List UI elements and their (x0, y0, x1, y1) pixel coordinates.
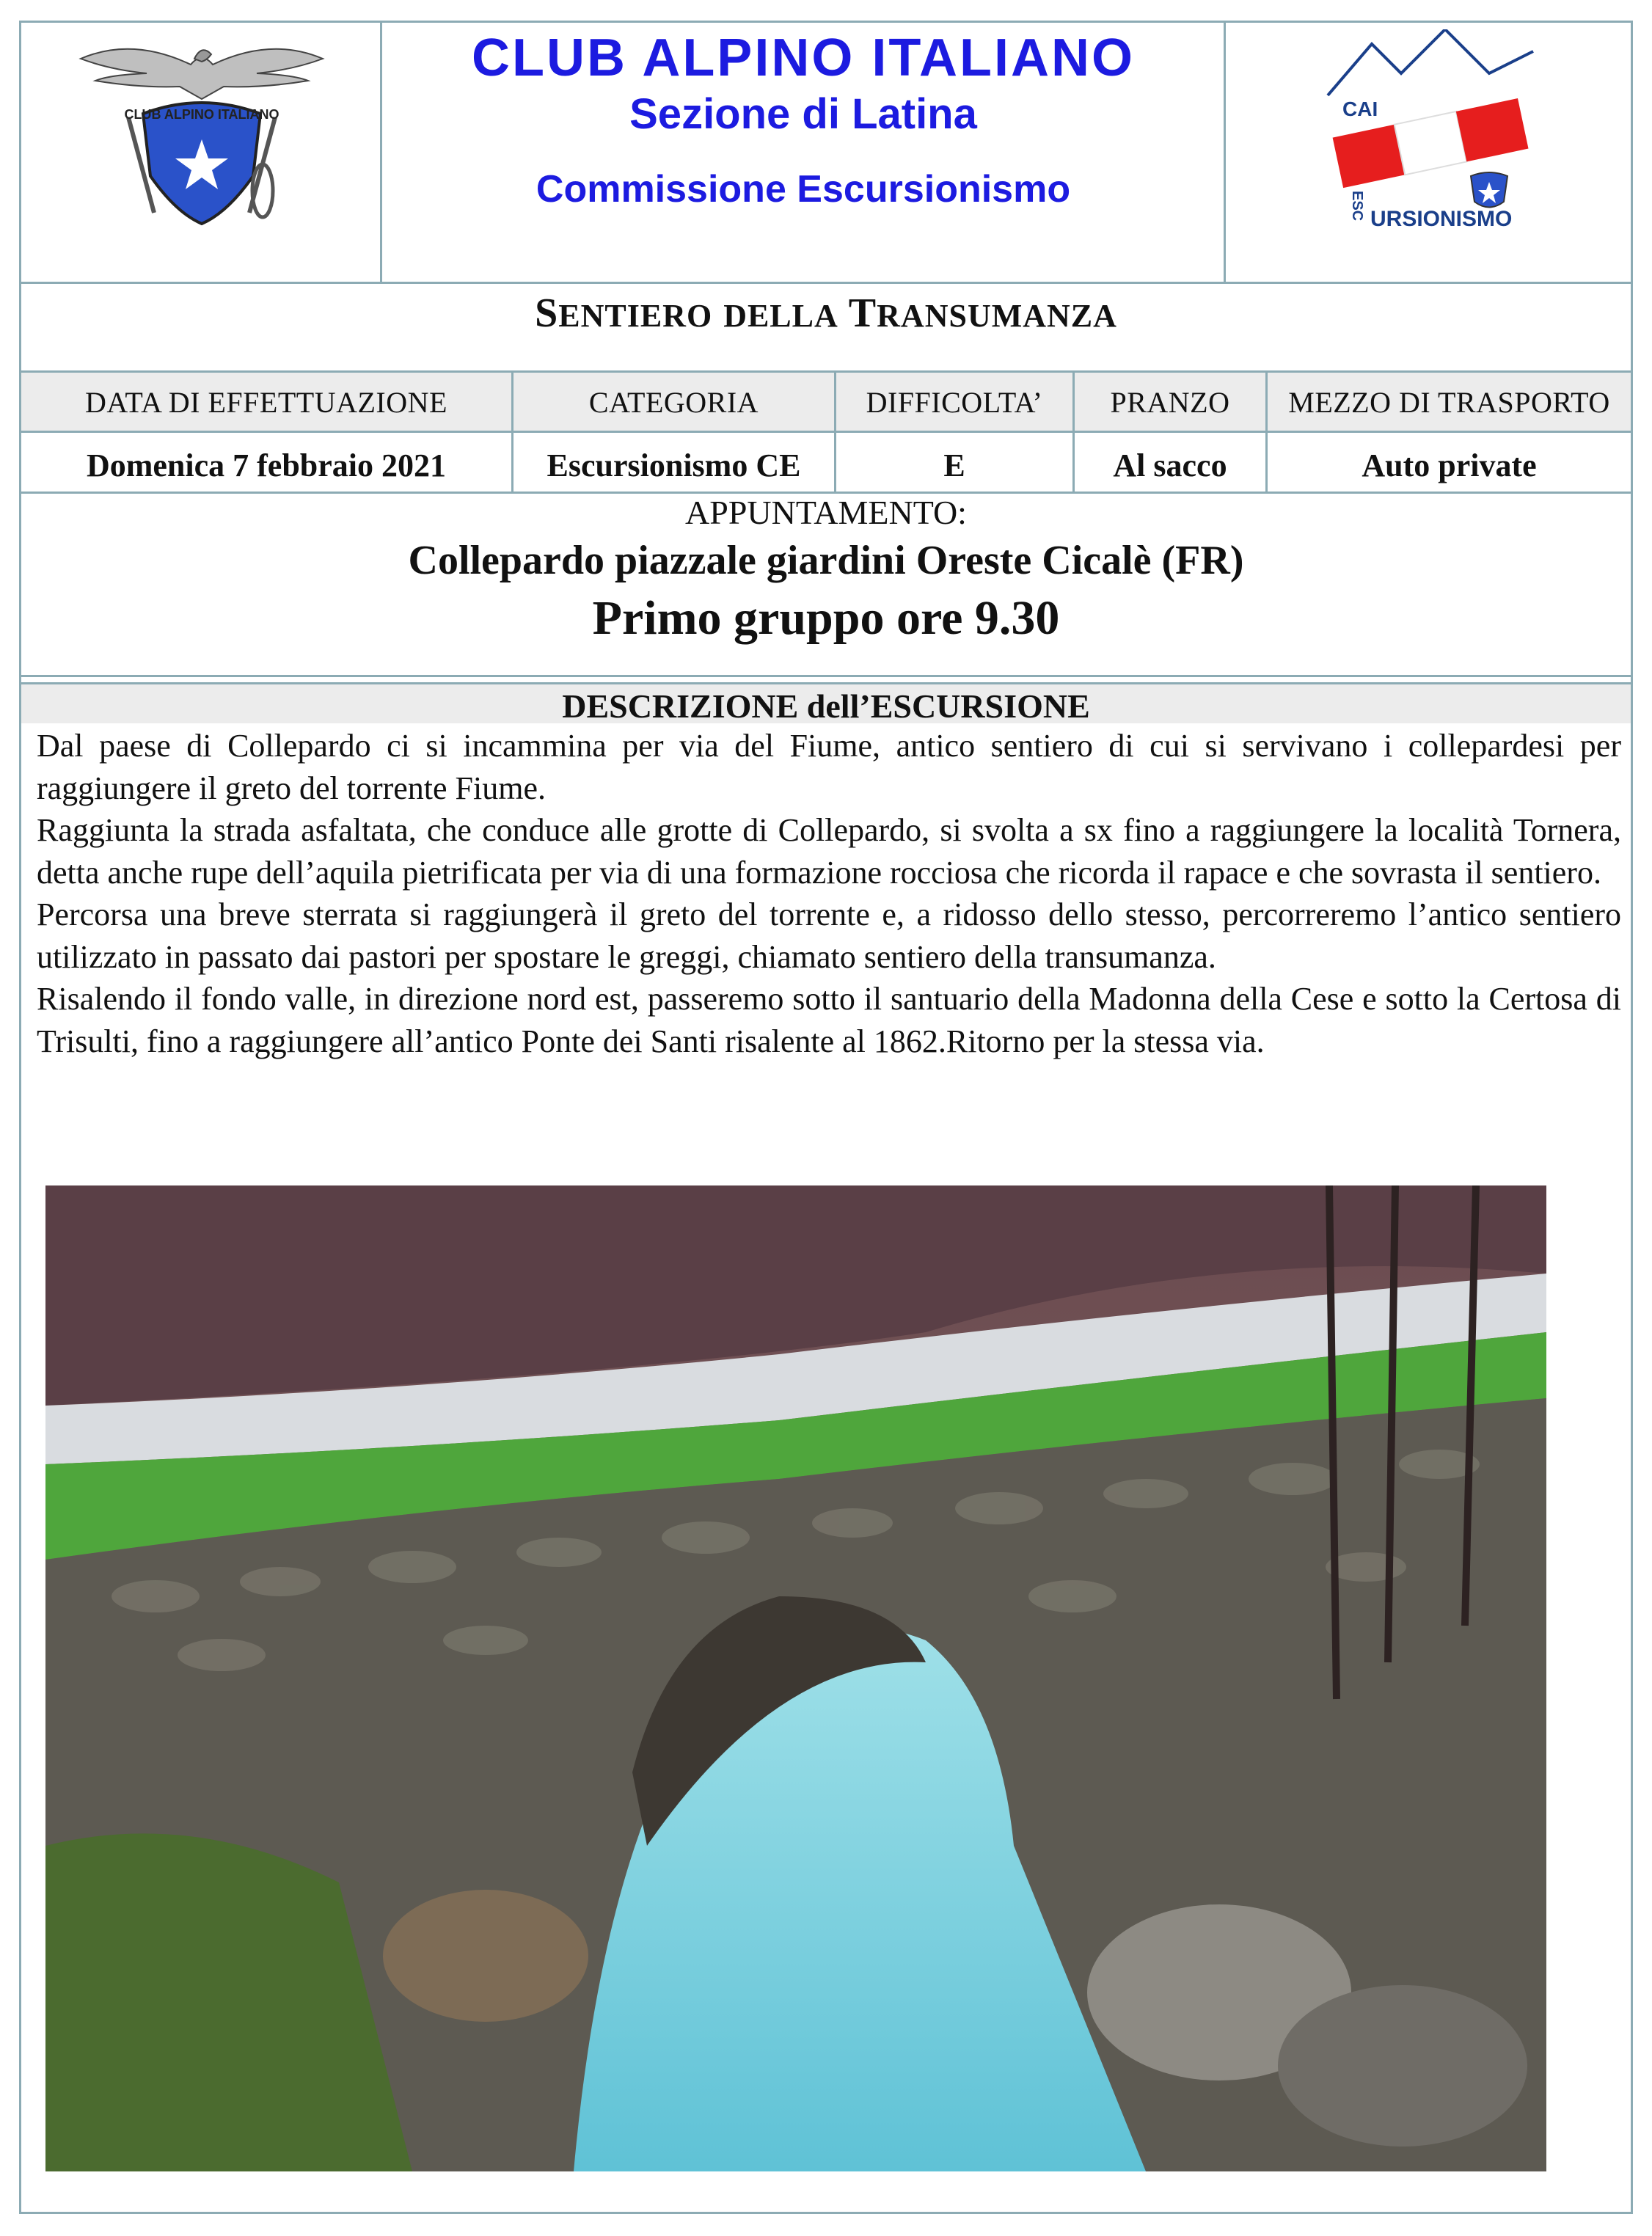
value-transport: Auto private (1362, 447, 1537, 483)
trail-w2: DELLA (723, 298, 838, 334)
club-title: CLUB ALPINO ITALIANO (472, 29, 1135, 87)
appointment-label: APPUNTAMENTO: (685, 494, 967, 531)
value-lunch: Al sacco (1113, 447, 1227, 483)
cai-text: CAI (1342, 98, 1378, 120)
description-heading: DESCRIZIONE dell’ESCURSIONE (562, 687, 1090, 725)
value-category: Escursionismo CE (547, 447, 801, 483)
description-top-rule (19, 682, 1633, 684)
cai-logo-text: CLUB ALPINO ITALIANO (124, 107, 279, 122)
header-difficulty: DIFFICOLTA’ (866, 385, 1043, 419)
appointment-bottom-rule (19, 675, 1633, 677)
trail-w1-cap: S (535, 291, 559, 336)
description-body (37, 725, 1621, 1062)
trail-w1-rest: ENTIERO (558, 298, 713, 334)
header-bottom-rule (19, 282, 1633, 284)
header-date: DATA DI EFFETTUAZIONE (85, 385, 447, 419)
header-lunch: PRANZO (1110, 385, 1230, 419)
cai-escursionismo-flag-icon (1313, 29, 1548, 242)
esc-text: ESC (1349, 191, 1365, 222)
stone-bridge-image (45, 1185, 1546, 2171)
cai-eagle-shield-icon (73, 29, 330, 242)
cai-escursionismo-logo (1313, 29, 1548, 242)
description-paragraph: Raggiunta la strada asfaltata, che conduce alle grotte di Collepardo, si svolta a sx fino a raggiungere la località Tornera, detta anche rupe dell’aquila pietrificata per via di una formazione rocciosa che ricorda il rapace e che sovrasta il sentiero. (37, 812, 1621, 891)
description-paragraph: Risalendo il fondo valle, in direzione nord est, passeremo sotto il santuario della Madonna della Cese e sotto la Certosa di Trisulti, fino a raggiungere all’antico Ponte dei Santi risalente al 1862.Ritorno per la stessa via. (37, 981, 1621, 1059)
cai-logo (73, 29, 330, 242)
description-paragraph: Percorsa una breve sterrata si raggiungerà il greto del torrente e, a ridosso dello stesso, percorreremo l’antico sentiero utilizzato in passato dai pastori per spostare le greggi, chiamato sentiero della transumanza. (37, 896, 1621, 975)
section-title: Sezione di Latina (629, 90, 977, 138)
value-date: Domenica 7 febbraio 2021 (86, 447, 447, 483)
trail-w3-cap: T (848, 291, 877, 336)
commission-title: Commissione Escursionismo (536, 168, 1071, 211)
value-difficulty: E (943, 447, 965, 483)
ursionismo-text: URSIONISMO (1370, 207, 1513, 231)
description-paragraph: Dal paese di Collepardo ci si incammina per via del Fiume, antico sentiero di cui si servivano i collepardesi per raggiungere il greto del torrente Fiume. (37, 728, 1621, 806)
bridge-photo (45, 1185, 1546, 2171)
appointment-place: Collepardo piazzale giardini Oreste Cicalè (FR) (408, 538, 1244, 583)
appointment-time: Primo gruppo ore 9.30 (592, 591, 1060, 645)
header-category: CATEGORIA (588, 385, 759, 419)
trail-w3-rest: RANSUMANZA (877, 298, 1117, 334)
trail-name (19, 290, 1633, 337)
header-transport: MEZZO DI TRASPORTO (1288, 385, 1610, 419)
